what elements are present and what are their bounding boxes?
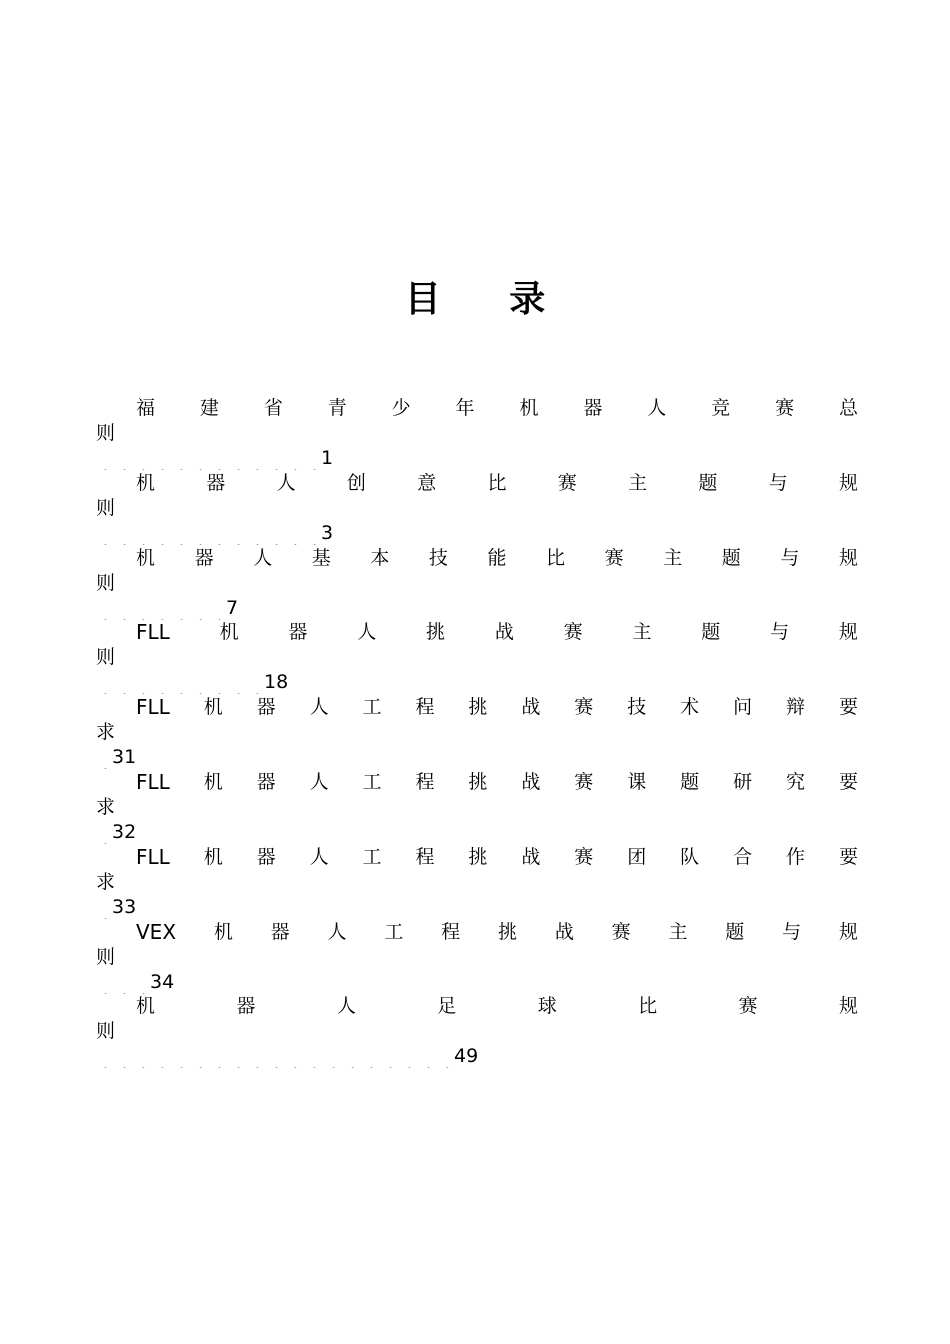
toc-entry-char: 技 xyxy=(428,546,448,569)
toc-entry-char: 比 xyxy=(546,546,566,569)
toc-entry-char: 器 xyxy=(583,397,603,419)
toc-entry-title-line xyxy=(96,845,858,870)
toc-entry-char: 战 xyxy=(494,621,514,644)
toc-entry-last-char: 则 xyxy=(96,945,116,968)
toc-entry-char: 人 xyxy=(309,770,329,793)
table-of-contents xyxy=(96,396,858,1069)
toc-entry-char: 球 xyxy=(537,995,557,1018)
dot-leader xyxy=(129,945,858,970)
toc-entry-char: 年 xyxy=(455,397,475,419)
toc-entry-prefix: VEX xyxy=(136,919,177,944)
toc-entry-last-char: 则 xyxy=(96,646,116,669)
toc-entry-title-line xyxy=(96,620,858,645)
toc-entry[interactable] xyxy=(96,620,858,695)
toc-entry-char: 题 xyxy=(680,770,700,793)
toc-entry-char: 意 xyxy=(417,471,437,494)
toc-entry[interactable] xyxy=(96,845,858,920)
dot-leader xyxy=(129,720,858,745)
toc-entry-char: 工 xyxy=(362,696,382,719)
toc-page-number: 3 xyxy=(321,521,334,544)
toc-entry[interactable] xyxy=(96,920,858,995)
toc-entry-char: 主 xyxy=(628,471,648,494)
toc-entry-last-char: 求 xyxy=(96,721,116,744)
toc-entry[interactable] xyxy=(96,471,858,546)
toc-entry-char: 题 xyxy=(721,546,741,569)
toc-entry-title-line xyxy=(96,920,858,945)
toc-entry-char: 机 xyxy=(136,471,156,494)
toc-page-number: 34 xyxy=(150,970,175,993)
toc-entry-char: 与 xyxy=(782,920,802,943)
toc-entry-char: 规 xyxy=(838,471,858,494)
toc-entry-char: 规 xyxy=(838,546,858,569)
toc-entry-char: 建 xyxy=(199,397,219,419)
toc-entry-char: 人 xyxy=(336,995,356,1018)
toc-entry-last-char: 则 xyxy=(96,571,116,594)
toc-entry-char: 机 xyxy=(219,621,239,644)
toc-entry-char: 与 xyxy=(770,621,790,644)
toc-entry-char: 基 xyxy=(311,546,331,569)
toc-entry-char: 赛 xyxy=(574,845,594,868)
toc-entry-char: 团 xyxy=(627,845,647,868)
toc-entry-char: 赛 xyxy=(775,397,795,419)
toc-entry-char: 队 xyxy=(680,845,700,868)
toc-entry-char: 合 xyxy=(733,845,753,868)
toc-entry-char: 主 xyxy=(668,920,688,943)
dot-leader xyxy=(129,795,858,820)
toc-entry-char: 规 xyxy=(838,995,858,1018)
toc-entry-prefix: FLL xyxy=(136,620,170,645)
toc-entry-char: 创 xyxy=(346,471,366,494)
toc-entry-char: 能 xyxy=(487,546,507,569)
toc-entry-char: 主 xyxy=(632,621,652,644)
toc-entry-char: 机 xyxy=(136,546,156,569)
toc-entry-char: 赛 xyxy=(604,546,624,569)
toc-entry-char: 人 xyxy=(253,546,273,569)
toc-entry-char: 程 xyxy=(441,920,461,943)
toc-page-number: 31 xyxy=(112,746,137,769)
toc-entry-char: 赛 xyxy=(563,621,583,644)
toc-entry-char: 要 xyxy=(838,696,858,719)
toc-page-number: 7 xyxy=(226,596,239,619)
toc-entry-char: 挑 xyxy=(497,920,517,943)
toc-entry-title-line xyxy=(96,770,858,795)
toc-entry-char: 问 xyxy=(733,696,753,719)
toc-entry-char: 战 xyxy=(521,770,541,793)
toc-entry-char: 规 xyxy=(838,920,858,943)
toc-entry-char: 少 xyxy=(391,397,411,419)
toc-entry-char: 战 xyxy=(521,845,541,868)
dot-leader xyxy=(96,670,261,694)
toc-page-number: 18 xyxy=(264,671,289,694)
toc-entry-last-char: 求 xyxy=(96,795,116,818)
toc-entry-char: 本 xyxy=(370,546,390,569)
toc-entry-char: 辩 xyxy=(786,696,806,719)
toc-entry-char: 规 xyxy=(838,621,858,644)
toc-entry-char: 挑 xyxy=(468,696,488,719)
toc-entry-char: 器 xyxy=(270,920,290,943)
dot-leader xyxy=(96,521,318,545)
toc-entry-char: 总 xyxy=(838,397,858,419)
toc-entry-char: 竞 xyxy=(711,397,731,419)
toc-entry-prefix: FLL xyxy=(136,844,170,869)
toc-entry-char: 作 xyxy=(786,845,806,868)
dot-leader xyxy=(96,970,147,994)
toc-entry[interactable] xyxy=(96,546,858,621)
toc-entry-char: 青 xyxy=(327,397,347,419)
toc-entry[interactable] xyxy=(96,770,858,845)
toc-entry-char: 比 xyxy=(638,995,658,1018)
toc-entry-title-line xyxy=(96,994,858,1019)
toc-entry-char: 机 xyxy=(203,845,223,868)
toc-entry-char: 程 xyxy=(415,770,435,793)
toc-entry-char: 要 xyxy=(838,770,858,793)
dot-leader xyxy=(129,421,858,446)
dot-leader xyxy=(129,571,858,596)
toc-entry-char: 程 xyxy=(415,845,435,868)
dot-leader xyxy=(96,895,109,919)
toc-entry-char: 机 xyxy=(213,920,233,943)
toc-entry-char: 挑 xyxy=(468,845,488,868)
toc-entry-char: 工 xyxy=(362,770,382,793)
toc-entry-char: 挑 xyxy=(426,621,446,644)
toc-entry-char: 课 xyxy=(627,770,647,793)
toc-entry-char: 挑 xyxy=(468,770,488,793)
toc-entry-prefix: FLL xyxy=(136,769,170,794)
toc-entry-char: 机 xyxy=(203,696,223,719)
dot-leader xyxy=(129,1019,858,1044)
toc-entry-char: 战 xyxy=(521,696,541,719)
toc-entry-title-line xyxy=(96,471,858,496)
dot-leader xyxy=(96,596,223,620)
toc-entry-char: 题 xyxy=(725,920,745,943)
toc-page-number: 32 xyxy=(112,820,137,843)
toc-entry-last-char: 则 xyxy=(96,496,116,519)
toc-entry-title-line xyxy=(96,695,858,720)
toc-entry-char: 机 xyxy=(519,397,539,419)
toc-entry-char: 赛 xyxy=(557,471,577,494)
toc-entry-char: 题 xyxy=(701,621,721,644)
toc-entry-char: 器 xyxy=(236,995,256,1018)
toc-entry-char: 术 xyxy=(680,696,700,719)
toc-entry-prefix: FLL xyxy=(136,695,170,720)
toc-entry[interactable] xyxy=(96,695,858,770)
toc-entry-char: 赛 xyxy=(738,995,758,1018)
toc-entry-char: 赛 xyxy=(611,920,631,943)
toc-entry-char: 器 xyxy=(206,471,226,494)
toc-entry-char: 工 xyxy=(362,845,382,868)
toc-entry-char: 机 xyxy=(136,995,156,1018)
toc-entry-last-char: 求 xyxy=(96,870,116,893)
dot-leader xyxy=(96,745,109,769)
toc-entry-char: 人 xyxy=(327,920,347,943)
toc-entry-char: 工 xyxy=(384,920,404,943)
toc-page-number: 33 xyxy=(112,895,137,918)
page-title: 目 录 xyxy=(404,279,574,320)
toc-entry-char: 与 xyxy=(768,471,788,494)
dot-leader xyxy=(129,645,858,670)
toc-entry-char: 赛 xyxy=(574,770,594,793)
toc-entry-char: 要 xyxy=(838,845,858,868)
toc-entry-title-line xyxy=(96,546,858,571)
toc-entry-char: 技 xyxy=(627,696,647,719)
toc-entry-char: 人 xyxy=(357,621,377,644)
dot-leader xyxy=(96,1044,451,1068)
toc-page-number: 49 xyxy=(454,1045,479,1068)
toc-entry-char: 福 xyxy=(136,397,156,419)
toc-entry-char: 究 xyxy=(786,770,806,793)
toc-entry-char: 机 xyxy=(203,770,223,793)
toc-entry-char: 程 xyxy=(415,696,435,719)
toc-entry-char: 赛 xyxy=(574,696,594,719)
toc-entry-char: 比 xyxy=(487,471,507,494)
toc-entry-char: 人 xyxy=(647,397,667,419)
toc-entry-char: 器 xyxy=(256,770,276,793)
toc-entry-last-char: 则 xyxy=(96,1020,116,1043)
toc-entry-char: 省 xyxy=(263,397,283,419)
toc-entry-char: 足 xyxy=(437,995,457,1018)
toc-entry-char: 器 xyxy=(256,696,276,719)
dot-leader xyxy=(96,820,109,844)
toc-entry-char: 主 xyxy=(663,546,683,569)
toc-entry[interactable] xyxy=(96,396,858,471)
toc-entry-char: 人 xyxy=(309,845,329,868)
toc-entry-char: 人 xyxy=(276,471,296,494)
dot-leader xyxy=(96,446,318,470)
toc-entry-char: 器 xyxy=(194,546,214,569)
toc-entry-last-char: 则 xyxy=(96,422,116,444)
dot-leader xyxy=(129,870,858,895)
toc-entry-char: 研 xyxy=(733,770,753,793)
toc-entry-char: 战 xyxy=(554,920,574,943)
toc-entry-char: 题 xyxy=(698,471,718,494)
toc-entry[interactable] xyxy=(96,994,858,1069)
toc-entry-title-line xyxy=(96,396,858,421)
toc-entry-char: 器 xyxy=(288,621,308,644)
toc-entry-char: 器 xyxy=(256,845,276,868)
toc-page-number: 1 xyxy=(321,447,334,469)
toc-entry-char: 与 xyxy=(780,546,800,569)
dot-leader xyxy=(129,496,858,521)
toc-entry-char: 人 xyxy=(309,696,329,719)
